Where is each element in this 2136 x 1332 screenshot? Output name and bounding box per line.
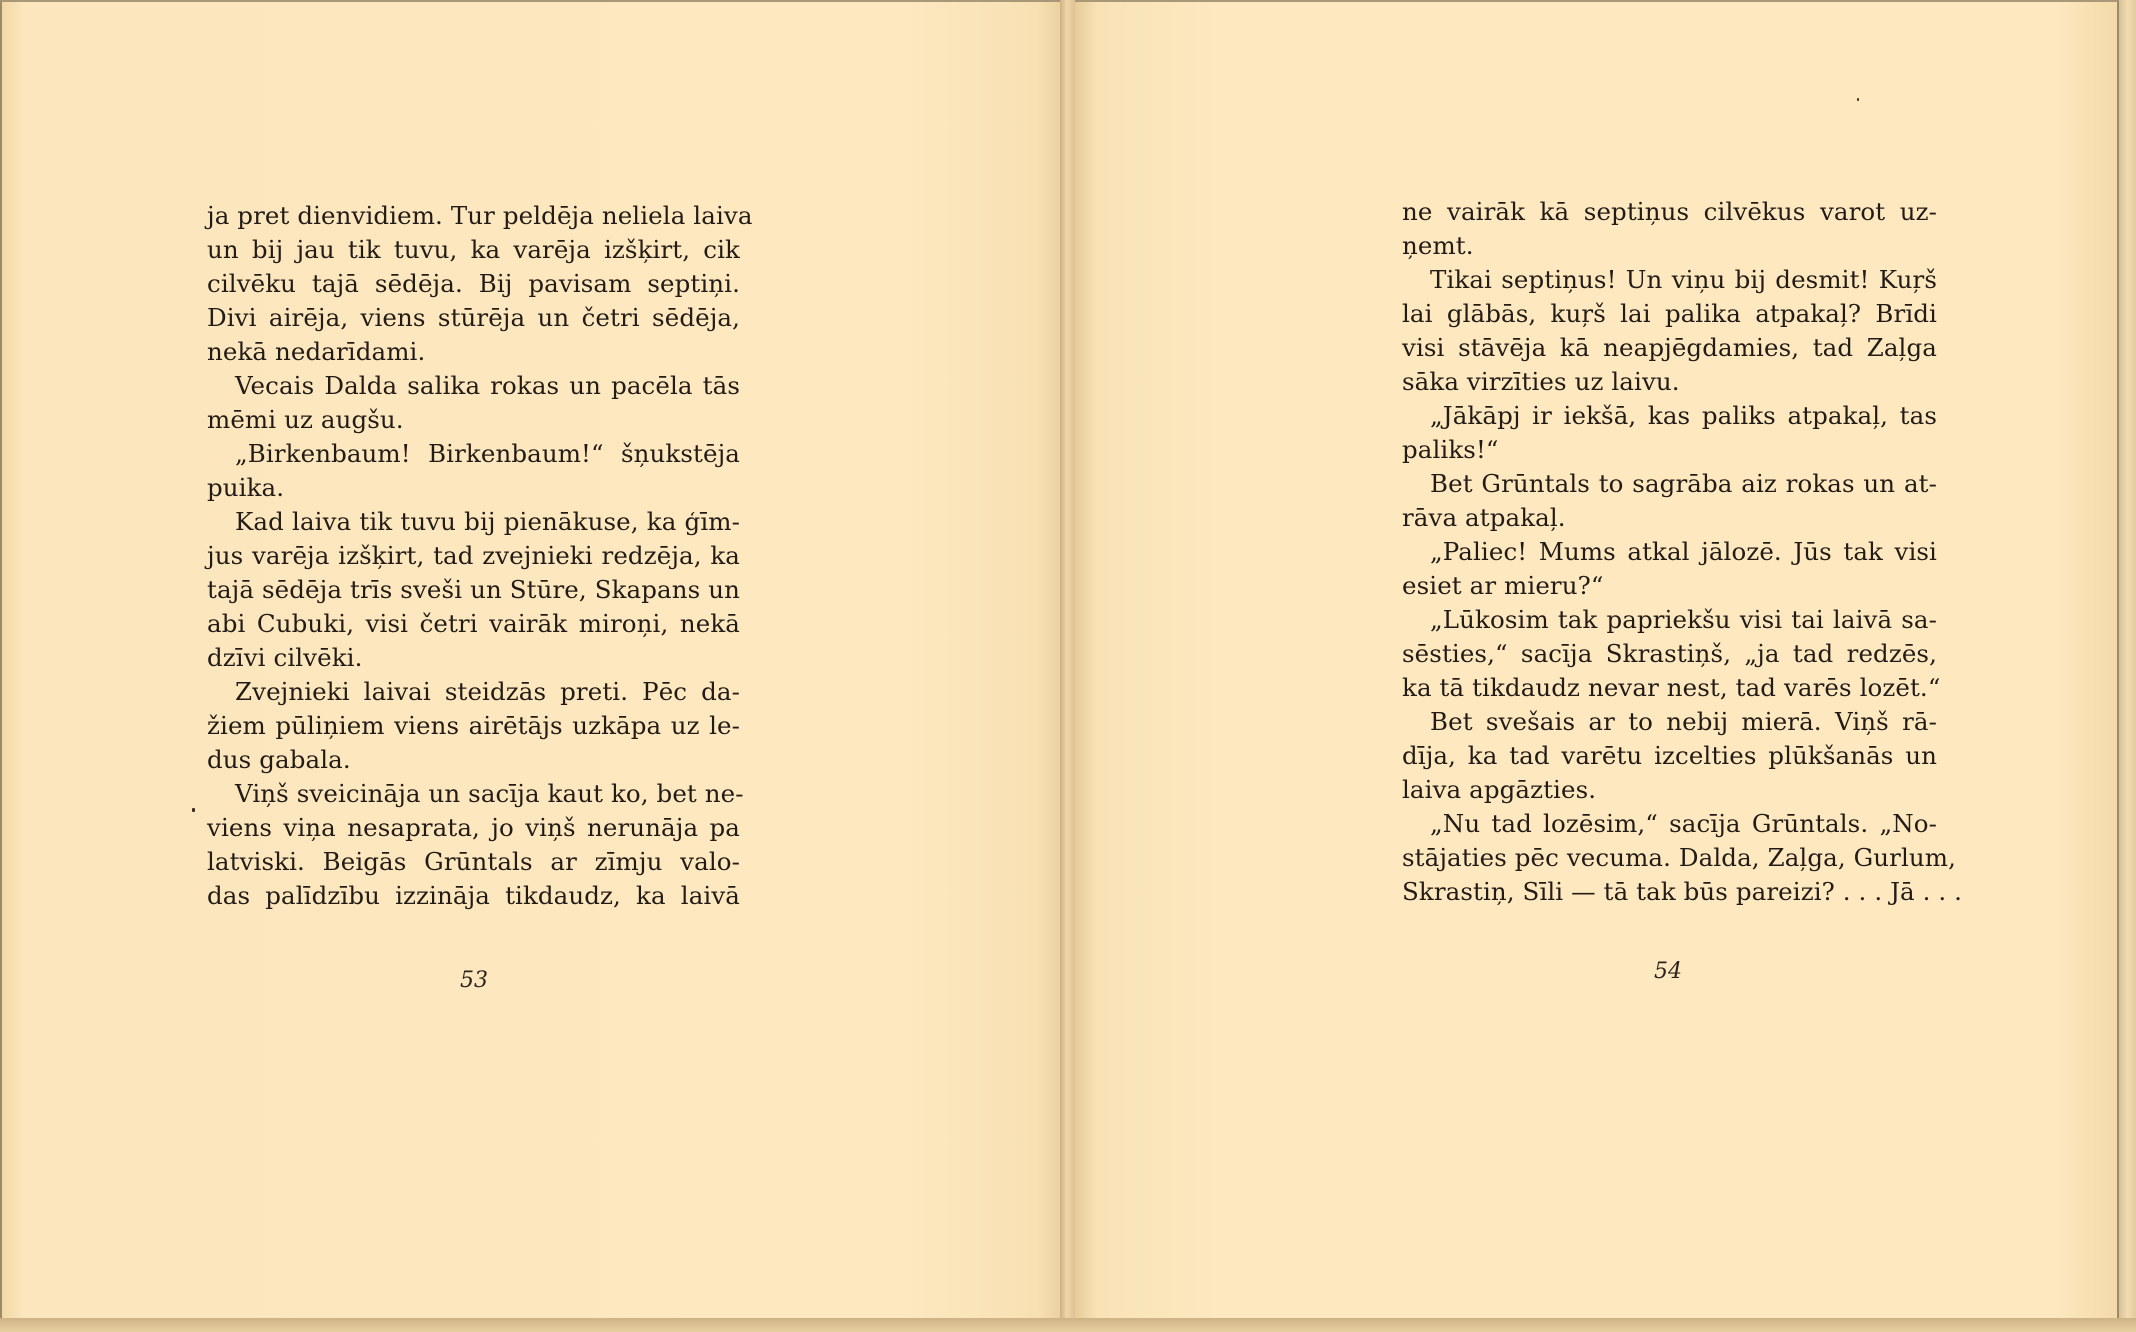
left-page	[0, 0, 1062, 1322]
text-line: laiva apgāzties.	[1402, 775, 1597, 804]
text-line: „Jākāpj ir iekšā, kas paliks atpakaļ, tas	[1430, 401, 1937, 430]
text-line: Vecais Dalda salika rokas un pacēla tās	[235, 371, 740, 400]
text-line: ne vairāk kā septiņus cilvēkus varot uz-	[1402, 197, 1937, 226]
text-line: cilvēku tajā sēdēja. Bij pavisam septiņi.	[207, 269, 740, 298]
text-line: žiem pūliņiem viens airētājs uzkāpa uz le-	[207, 711, 740, 740]
page-number: 54	[1654, 959, 1682, 984]
text-line: „Paliec! Mums atkal jālozē. Jūs tak visi	[1430, 537, 1937, 566]
text-line: viens viņa nesaprata, jo viņš nerunāja pa	[207, 813, 740, 842]
text-line: Skrastiņ, Sīli — tā tak būs pareizi? . . . Jā . . .	[1402, 877, 1963, 906]
text-line: dus gabala.	[207, 745, 351, 774]
text-line: Divi airēja, viens stūrēja un četri sēdēja,	[207, 303, 740, 332]
ink-speck	[1857, 98, 1859, 101]
text-line: nekā nedarīdami.	[207, 337, 426, 366]
text-line: sēsties,“ sacīja Skrastiņš, „ja tad redzēs,	[1402, 639, 1937, 668]
text-line: rāva atpakaļ.	[1402, 503, 1566, 532]
text-line: stājaties pēc vecuma. Dalda, Zaļga, Gurlum,	[1402, 843, 1956, 872]
left-page-text	[207, 199, 753, 913]
text-line: mēmi uz augšu.	[207, 405, 404, 434]
text-line: Zvejnieki laivai steidzās preti. Pēc da-	[235, 677, 740, 706]
text-line: „Nu tad lozēsim,“ sacīja Grūntals. „No-	[1430, 809, 1937, 838]
ink-speck	[192, 808, 195, 812]
page-number: 53	[460, 968, 488, 993]
text-line: dzīvi cilvēki.	[207, 643, 363, 672]
text-line: un bij jau tik tuvu, ka varēja izšķirt, cik	[207, 235, 740, 264]
text-line: abi Cubuki, visi četri vairāk miroņi, nekā	[207, 609, 740, 638]
text-line: esiet ar mieru?“	[1402, 571, 1604, 600]
text-line: Bet Grūntals to sagrāba aiz rokas un at-	[1430, 469, 1937, 498]
text-line: latviski. Beigās Grūntals ar zīmju valo-	[207, 847, 740, 876]
text-line: ņemt.	[1402, 231, 1474, 260]
text-line: puika.	[207, 473, 285, 502]
text-line: lai glābās, kuŗš lai palika atpakaļ? Brīdi	[1402, 299, 1937, 328]
page-edge	[2119, 0, 2136, 1332]
text-line: Kad laiva tik tuvu bij pienākuse, ka ģīm-	[235, 507, 740, 536]
text-line: visi stāvēja kā neapjēgdamies, tad Zaļga	[1402, 333, 1937, 362]
text-line: ja pret dienvidiem. Tur peldēja neliela laiva	[207, 201, 753, 230]
text-line: Tikai septiņus! Un viņu bij desmit! Kuŗš	[1430, 265, 1937, 294]
text-line: das palīdzību izzināja tikdaudz, ka laivā	[207, 881, 740, 910]
text-line: „Lūkosim tak papriekšu visi tai laivā sa-	[1430, 605, 1937, 634]
text-line: paliks!“	[1402, 435, 1499, 464]
text-line: „Birkenbaum! Birkenbaum!“ šņukstēja	[235, 439, 740, 468]
right-page	[1075, 0, 2119, 1322]
page-edge	[0, 1318, 2136, 1332]
text-line: Bet svešais ar to nebij mierā. Viņš rā-	[1430, 707, 1937, 736]
text-line: ka tā tikdaudz nevar nest, tad varēs lozēt.“	[1402, 673, 1941, 702]
text-line: Viņš sveicināja un sacīja kaut ko, bet ne-	[235, 779, 744, 808]
text-line: sāka virzīties uz laivu.	[1402, 367, 1680, 396]
text-line: jus varēja izšķirt, tad zvejnieki redzēja, ka	[207, 541, 740, 570]
text-line: tajā sēdēja trīs sveši un Stūre, Skapans un	[207, 575, 740, 604]
right-page-text	[1402, 195, 1963, 909]
text-line: dīja, ka tad varētu izcelties plūkšanās un	[1402, 741, 1937, 770]
